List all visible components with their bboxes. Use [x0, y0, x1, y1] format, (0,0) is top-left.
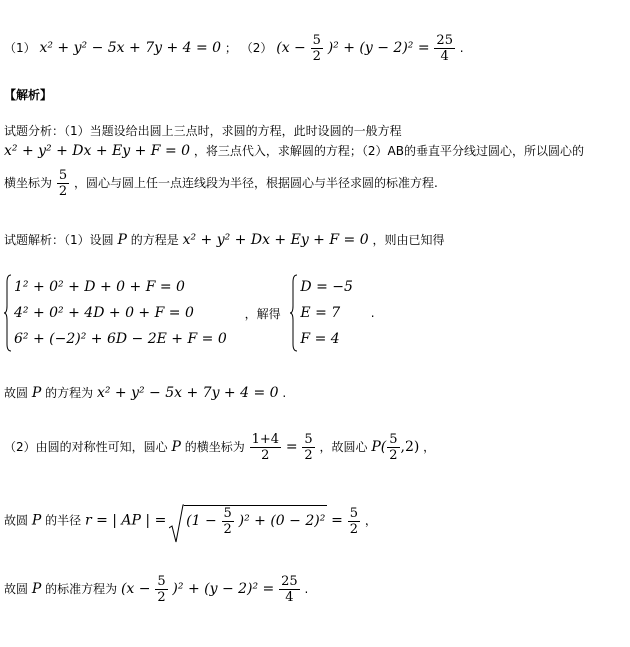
- equation-systems: [4, 274, 375, 352]
- solution-line-3-end: ，: [423, 440, 436, 454]
- solve-text: ，解得: [244, 306, 281, 321]
- solution-line-2-a: 故圆: [4, 386, 29, 400]
- analysis-general-equation: x² + y² + Dx + Ey + F = 0: [4, 143, 191, 159]
- system-2-row-3: F = 4: [300, 331, 340, 347]
- section-title: 【解析】: [4, 88, 53, 102]
- solution-point-P: P: [117, 232, 127, 248]
- answer-line: [4, 33, 464, 64]
- brace-icon: [290, 274, 298, 352]
- solution-general-equation: x² + y² + Dx + Ey + F = 0: [182, 232, 369, 248]
- answer-eq2-part-a: (x −: [276, 40, 306, 56]
- radicand-fraction: $\frac{5}{2}$: [223, 506, 232, 537]
- analysis-line-2: [4, 142, 584, 160]
- solution-line-4-end: ，: [364, 513, 377, 528]
- analysis-line-2-text: ，将三点代入，求解圆的方程；（2）AB的垂直平分线过圆心，所以圆心的: [193, 144, 584, 158]
- answer-equation-1: x² + y² − 5x + 7y + 4 = 0: [39, 40, 222, 56]
- equals-sign: =: [285, 439, 298, 455]
- radius-expression: r = | AP | =: [84, 512, 167, 529]
- equation-system-2: [290, 274, 353, 352]
- solution-line-2: [4, 384, 286, 402]
- solution-circle-equation: x² + y² − 5x + 7y + 4 = 0: [96, 385, 279, 401]
- solution-line-5-end: .: [304, 582, 309, 596]
- system-1-row-2: 4² + 0² + 4D + 0 + F = 0: [14, 305, 194, 321]
- solution-line-4-b: 的半径: [45, 513, 82, 528]
- analysis-line-3: [4, 168, 438, 199]
- solution-line-5: [4, 574, 308, 605]
- solution-line-1-b: 的方程是: [130, 233, 179, 247]
- answer-label-2: （2）: [240, 41, 273, 55]
- brace-icon: [4, 274, 12, 352]
- solution-line-5-b: 的标准方程为: [45, 582, 118, 596]
- solution-line-3: [4, 432, 435, 463]
- standard-eq-fraction: $\frac{5}{2}$: [157, 574, 166, 605]
- analysis-line-3-b: ，圆心与圆上任一点连线段为半径，根据圆心与半径求圆的标准方程.: [73, 176, 438, 190]
- solution-line-1-c: ，则由已知得: [372, 233, 445, 247]
- solution-line-2-P: P: [31, 385, 42, 401]
- abscissa-result-fraction: $\frac{5}{2}$: [304, 432, 313, 463]
- radius-equals: =: [331, 512, 343, 529]
- solution-line-2-end: .: [282, 386, 287, 400]
- standard-eq-part-1: (x −: [120, 581, 151, 597]
- radicand-a: (1 −: [186, 513, 217, 529]
- radicand-b: )² + (0 − 2)²: [238, 513, 326, 529]
- solution-line-4: [4, 505, 377, 537]
- answer-label-1: （1）: [4, 41, 36, 55]
- analysis-line-1: 试题分析：（1）当题设给出圆上三点时，求圆的方程，此时设圆的一般方程: [4, 124, 402, 138]
- solution-line-3-P: P: [171, 439, 181, 455]
- center-y: ,2): [400, 439, 420, 455]
- standard-eq-rhs: $\frac{25}{4}$: [281, 574, 298, 605]
- answer-eq2-fraction: $\frac{5}{2}$: [312, 33, 321, 64]
- system-2-row-2: E = 7: [300, 305, 341, 321]
- solution-line-4-a: 故圆: [4, 513, 29, 528]
- center-x-fraction: $\frac{5}{2}$: [389, 432, 398, 463]
- solution-line-3-c: ，故圆心: [319, 440, 368, 454]
- solution-line-3-a: （2）由圆的对称性可知，圆心: [4, 440, 168, 454]
- solution-line-1-a: 试题解析：（1）设圆: [4, 233, 114, 247]
- system-2-row-1: D = −5: [300, 279, 353, 295]
- system-end: .: [370, 306, 375, 320]
- system-1-row-1: 1² + 0² + D + 0 + F = 0: [14, 279, 185, 295]
- system-1-row-3: 6² + (−2)² + 6D − 2E + F = 0: [14, 331, 227, 347]
- analysis-abscissa-fraction: $\frac{5}{2}$: [58, 168, 68, 199]
- radius-value-fraction: $\frac{5}{2}$: [349, 505, 358, 537]
- abscissa-sum-fraction: $\frac{1+4}{2}$: [251, 432, 279, 463]
- answer-eq2-rhs: $\frac{25}{4}$: [436, 33, 453, 64]
- solution-line-4-P: P: [31, 512, 42, 529]
- solution-line-3-b: 的横坐标为: [184, 440, 245, 454]
- equation-system-1: [4, 274, 227, 352]
- answer-end: .: [459, 41, 464, 55]
- solution-line-5-P: P: [31, 581, 42, 597]
- solution-line-2-b: 的方程为: [45, 386, 94, 400]
- solution-line-5-a: 故圆: [4, 582, 29, 596]
- answer-separator: ；: [224, 41, 237, 55]
- solution-line-1: [4, 231, 444, 249]
- radius-sqrt: [184, 505, 327, 537]
- standard-eq-part-2: )² + (y − 2)² =: [172, 581, 275, 597]
- center-point-label: P(: [371, 439, 387, 455]
- sqrt-icon: [169, 504, 184, 544]
- answer-eq2-part-b: )² + (y − 2)² =: [327, 40, 430, 56]
- analysis-line-3-a: 横坐标为: [4, 176, 53, 190]
